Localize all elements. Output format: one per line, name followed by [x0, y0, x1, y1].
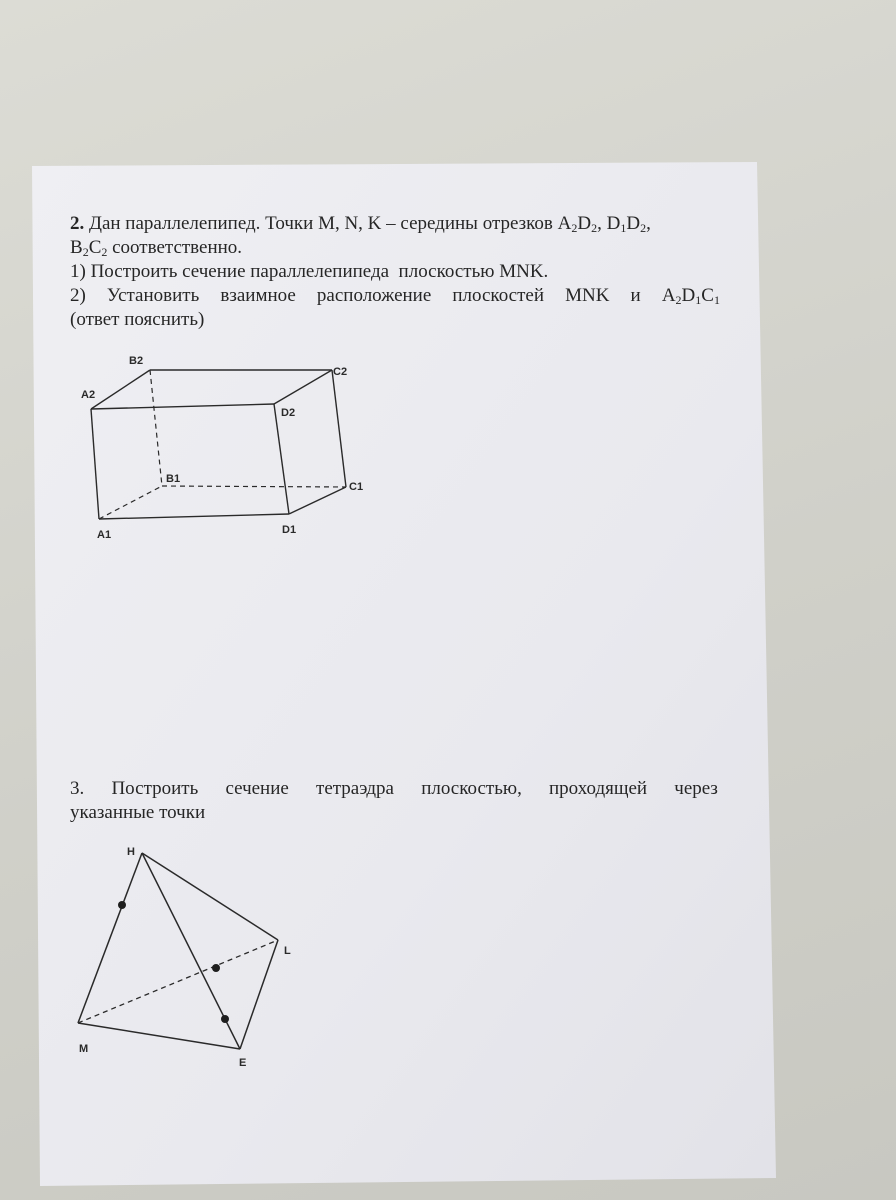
- problem-2-line-1: 2. Дан параллелепипед. Точки M, N, K – середины отрезков $A_2D_2$, $D_1D_2$,: [70, 213, 651, 235]
- plane-a2d1c1: $A_2D_1C_1$: [661, 285, 720, 307]
- hidden-edge-m-l: [78, 940, 278, 1023]
- edge-h-m: [78, 853, 142, 1023]
- problem-2-task-1: 1) Построить сечение параллелепипеда плоскостью MNK.: [70, 261, 549, 282]
- label-e: E: [239, 1057, 247, 1069]
- label-c1: C1: [349, 481, 364, 493]
- problem-2-line-2: $B_2C_2$ соответственно.: [70, 237, 243, 259]
- edge-l-e: [240, 940, 278, 1049]
- problem-3-line-1: 3. Построить сечение тетраэдра плоскостью, проходящей через: [70, 778, 718, 799]
- point-on-he: [221, 1015, 229, 1023]
- problem-2-number: 2.: [70, 213, 85, 234]
- label-h: H: [127, 846, 135, 858]
- point-on-ml: [212, 964, 220, 972]
- edge-h-l: [142, 853, 278, 940]
- problem-3-line-2: указанные точки: [70, 802, 206, 823]
- label-d1: D1: [282, 524, 297, 536]
- label-d2: D2: [281, 407, 296, 419]
- problem-2-task-2-tail: (ответ пояснить): [70, 309, 205, 330]
- label-c2: C2: [333, 366, 348, 378]
- point-on-hm: [118, 901, 126, 909]
- label-l: L: [284, 945, 291, 957]
- label-b2: B2: [129, 355, 144, 367]
- edge-m-e: [78, 1023, 240, 1049]
- problem-2-task-2: 2) Установить взаимное расположение плоскостей MNK и $A_2D_1C_1$: [70, 285, 720, 307]
- label-b1: B1: [166, 473, 181, 485]
- label-a1: A1: [97, 529, 112, 541]
- label-a2: A2: [81, 389, 96, 401]
- label-m: M: [79, 1043, 89, 1055]
